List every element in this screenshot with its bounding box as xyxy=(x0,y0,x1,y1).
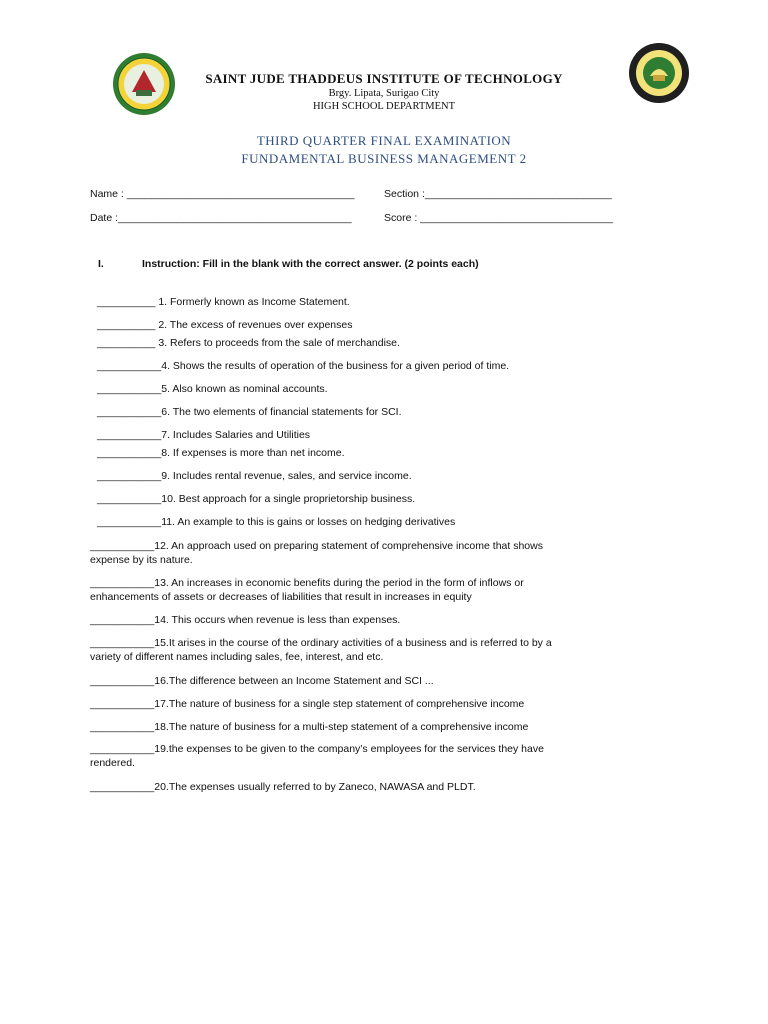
question-text: ___________17.The nature of business for a single step statement of comprehensive income xyxy=(90,698,525,710)
question-item xyxy=(97,295,350,309)
question-text: ___________13. An increases in economic benefits during the period in the form of inflows or xyxy=(90,577,524,589)
question-text: ___________20.The expenses usually referred to by Zaneco, NAWASA and PLDT. xyxy=(90,781,476,793)
question-text-continued: expense by its nature. xyxy=(90,554,193,566)
question-item xyxy=(97,492,415,506)
question-item xyxy=(90,613,400,627)
question-item xyxy=(90,742,544,770)
date-field[interactable]: Date :________________________________________ xyxy=(90,212,352,224)
question-text-continued: enhancements of assets or decreases of liabilities that result in increases in equity xyxy=(90,591,472,603)
question-item xyxy=(90,697,524,711)
question-item xyxy=(97,336,400,350)
school-address: Brgy. Lipata, Surigao City xyxy=(328,88,440,99)
question-item xyxy=(90,539,543,567)
question-text: ___________11. An example to this is gains or losses on hedging derivatives xyxy=(97,516,456,528)
question-text: ___________18.The nature of business for a multi-step statement of a comprehensive income xyxy=(90,721,529,733)
question-item xyxy=(97,359,509,373)
question-text: __________ 1. Formerly known as Income Statement. xyxy=(97,296,350,308)
section-field[interactable]: Section :________________________________ xyxy=(384,188,612,200)
question-text: ___________7. Includes Salaries and Utilities xyxy=(97,429,311,441)
school-name: SAINT JUDE THADDEUS INSTITUTE OF TECHNOLOGY xyxy=(205,71,563,86)
question-item xyxy=(90,674,434,688)
question-text: ___________6. The two elements of financial statements for SCI. xyxy=(97,406,402,418)
question-item xyxy=(97,446,345,460)
question-text: ___________4. Shows the results of operation of the business for a given period of time. xyxy=(97,360,510,372)
question-text: ___________14. This occurs when revenue is less than expenses. xyxy=(90,614,401,626)
question-item xyxy=(97,428,310,442)
question-item xyxy=(90,720,528,734)
question-item xyxy=(97,318,352,332)
question-text: ___________9. Includes rental revenue, sales, and service income. xyxy=(97,470,412,482)
instruction-number: I. xyxy=(98,258,104,270)
exam-title: THIRD QUARTER FINAL EXAMINATION xyxy=(256,133,512,148)
question-text: ___________5. Also known as nominal accounts. xyxy=(97,383,328,395)
question-item xyxy=(90,780,476,794)
question-item xyxy=(90,576,524,604)
question-item xyxy=(97,382,328,396)
question-text: ___________12. An approach used on preparing statement of comprehensive income that shows xyxy=(90,540,543,552)
subject-title: FUNDAMENTAL BUSINESS MANAGEMENT 2 xyxy=(241,151,527,166)
question-item xyxy=(97,405,402,419)
question-text-continued: rendered. xyxy=(90,757,135,769)
question-text: ___________8. If expenses is more than net income. xyxy=(97,447,345,459)
question-text: ___________19.the expenses to be given to the company’s employees for the services they have xyxy=(90,743,544,755)
question-text: ___________16.The difference between an Income Statement and SCI ... xyxy=(90,675,434,687)
question-item xyxy=(90,636,552,664)
score-field[interactable]: Score : _________________________________ xyxy=(384,212,613,224)
question-text-continued: variety of different names including sales, fee, interest, and etc. xyxy=(90,651,384,663)
question-text: ___________15.It arises in the course of the ordinary activities of a business and is referred to by a xyxy=(90,637,552,649)
question-text: ___________10. Best approach for a single proprietorship business. xyxy=(97,493,416,505)
question-text: __________ 3. Refers to proceeds from the sale of merchandise. xyxy=(97,337,400,349)
question-item xyxy=(97,515,455,529)
department-name: HIGH SCHOOL DEPARTMENT xyxy=(312,101,456,112)
name-field[interactable]: Name : _______________________________________ xyxy=(90,188,355,200)
question-item xyxy=(97,469,412,483)
instruction-text: Instruction: Fill in the blank with the correct answer. (2 points each) xyxy=(142,258,479,270)
question-text: __________ 2. The excess of revenues over expenses xyxy=(97,319,353,331)
